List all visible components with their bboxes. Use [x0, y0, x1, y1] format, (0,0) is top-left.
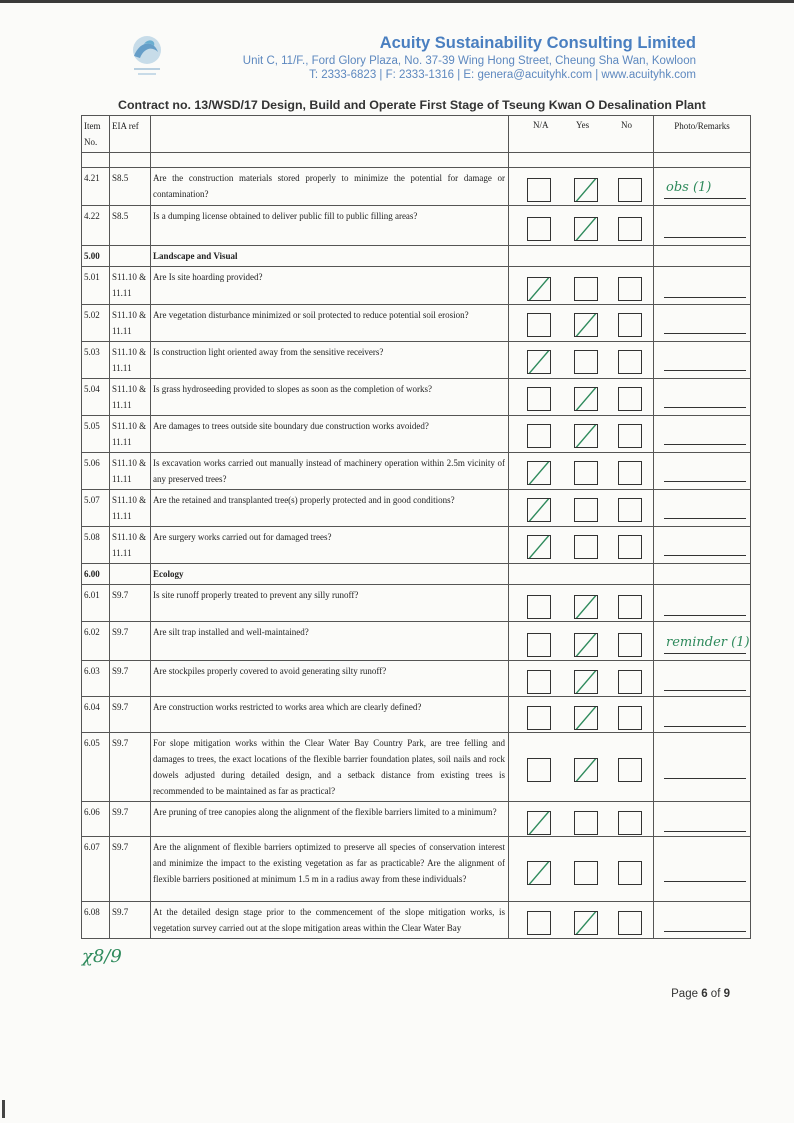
- checkbox-yes[interactable]: [574, 911, 598, 935]
- eia-ref: S9.7: [110, 733, 151, 802]
- section-row: [82, 246, 751, 267]
- checkbox-no[interactable]: [618, 811, 642, 835]
- eia-ref: S11.10 & 11.11: [110, 342, 151, 379]
- col-remarks-header: Photo/Remarks: [654, 116, 751, 153]
- item-number: 6.03: [82, 661, 110, 697]
- section-row: [82, 564, 751, 585]
- company-address: Unit C, 11/F., Ford Glory Plaza, No. 37-39 Wing Hong Street, Cheung Sha Wan, Kowloon: [242, 55, 696, 67]
- checkbox-na[interactable]: [527, 633, 551, 657]
- eia-ref: S11.10 & 11.11: [110, 379, 151, 416]
- table-row: [82, 305, 751, 342]
- item-number: 5.05: [82, 416, 110, 453]
- table-row: [82, 733, 751, 802]
- checkbox-no[interactable]: [618, 424, 642, 448]
- checkbox-na[interactable]: [527, 350, 551, 374]
- checklist-question: Are surgery works carried out for damaged trees?: [151, 527, 509, 564]
- remarks-line[interactable]: [664, 481, 746, 482]
- col-yes-header: Yes: [576, 120, 590, 130]
- checklist-question: Are the alignment of flexible barriers optimized to preserve all species of conservation interest and minimize the impact to the existing vegetation as far as practicable? Are the alignment of flexible barriers positioned at minimum 1.5 m in a radius away from these individuals?: [151, 837, 509, 902]
- col-item-header: Item No.: [82, 116, 110, 153]
- remarks-line[interactable]: [664, 518, 746, 519]
- remarks-line[interactable]: [664, 831, 746, 832]
- checklist-question: Are damages to trees outside site boundary due construction works avoided?: [151, 416, 509, 453]
- checkbox-no[interactable]: [618, 387, 642, 411]
- eia-ref: S11.10 & 11.11: [110, 453, 151, 490]
- eia-ref: S8.5: [110, 206, 151, 246]
- checkbox-na[interactable]: [527, 461, 551, 485]
- col-no-header: No: [621, 120, 632, 130]
- company-contact: T: 2333-6823 | F: 2333-1316 | E: genera@acuityhk.com | www.acuityhk.com: [309, 69, 696, 81]
- eia-ref: S11.10 & 11.11: [110, 305, 151, 342]
- checkbox-no[interactable]: [618, 313, 642, 337]
- item-number: 5.07: [82, 490, 110, 527]
- eia-ref: S9.7: [110, 837, 151, 902]
- checkbox-yes[interactable]: [574, 387, 598, 411]
- table-row: [82, 527, 751, 564]
- remarks-line[interactable]: [664, 690, 746, 691]
- item-number: 6.07: [82, 837, 110, 902]
- table-row: [82, 802, 751, 837]
- checkbox-na[interactable]: [527, 313, 551, 337]
- checkbox-na[interactable]: [527, 178, 551, 202]
- checkbox-yes[interactable]: [574, 706, 598, 730]
- remarks-line[interactable]: [664, 333, 746, 334]
- checkbox-no[interactable]: [618, 498, 642, 522]
- checkbox-yes[interactable]: [574, 461, 598, 485]
- remarks-line[interactable]: [664, 555, 746, 556]
- item-number: 5.03: [82, 342, 110, 379]
- remarks-line[interactable]: [664, 653, 746, 654]
- checkbox-yes[interactable]: [574, 277, 598, 301]
- company-name: Acuity Sustainability Consulting Limited: [379, 34, 696, 52]
- eia-ref: S9.7: [110, 802, 151, 837]
- checkbox-no[interactable]: [618, 861, 642, 885]
- checklist-question: Is excavation works carried out manually instead of machinery operation within 2.5m vicinity of any preserved trees?: [151, 453, 509, 490]
- table-row: [82, 585, 751, 622]
- item-number: 5.06: [82, 453, 110, 490]
- checkbox-yes[interactable]: [574, 217, 598, 241]
- checkbox-na[interactable]: [527, 498, 551, 522]
- checklist-question: Are the construction materials stored properly to minimize the potential for damage or contamination?: [151, 168, 509, 206]
- section-title: Ecology: [151, 564, 509, 585]
- checkbox-na[interactable]: [527, 424, 551, 448]
- checkbox-no[interactable]: [618, 535, 642, 559]
- eia-ref: S9.7: [110, 902, 151, 939]
- checklist-table: [81, 115, 751, 939]
- table-row: [82, 416, 751, 453]
- company-logo-icon: [124, 32, 170, 78]
- checkbox-na[interactable]: [527, 217, 551, 241]
- col-eia-header: EIA ref: [110, 116, 151, 153]
- top-border: [0, 0, 794, 3]
- checklist-question: Is a dumping license obtained to deliver public fill to public filling areas?: [151, 206, 509, 246]
- remarks-line[interactable]: [664, 297, 746, 298]
- checkbox-na[interactable]: [527, 595, 551, 619]
- checklist-question: Are vegetation disturbance minimized or soil protected to reduce potential soil erosion?: [151, 305, 509, 342]
- checkbox-no[interactable]: [618, 350, 642, 374]
- item-number: 5.08: [82, 527, 110, 564]
- eia-ref: S9.7: [110, 661, 151, 697]
- table-row: [82, 837, 751, 902]
- checkbox-yes[interactable]: [574, 350, 598, 374]
- eia-ref: S11.10 & 11.11: [110, 416, 151, 453]
- checkbox-no[interactable]: [618, 706, 642, 730]
- checkbox-yes[interactable]: [574, 861, 598, 885]
- checkbox-no[interactable]: [618, 670, 642, 694]
- eia-ref: S11.10 & 11.11: [110, 267, 151, 305]
- checkbox-yes[interactable]: [574, 498, 598, 522]
- checkbox-na[interactable]: [527, 387, 551, 411]
- checklist-question: Is site runoff properly treated to prevent any silly runoff?: [151, 585, 509, 622]
- eia-ref: S9.7: [110, 622, 151, 661]
- checkbox-yes[interactable]: [574, 178, 598, 202]
- table-row: [82, 267, 751, 305]
- checkbox-yes[interactable]: [574, 424, 598, 448]
- eia-ref: S8.5: [110, 168, 151, 206]
- checkbox-no[interactable]: [618, 633, 642, 657]
- section-title: Landscape and Visual: [151, 246, 509, 267]
- checkbox-no[interactable]: [618, 595, 642, 619]
- checklist-question: Are the retained and transplanted tree(s) properly protected and in good conditions?: [151, 490, 509, 527]
- item-number: 5.04: [82, 379, 110, 416]
- eia-ref: S11.10 & 11.11: [110, 527, 151, 564]
- checkbox-na[interactable]: [527, 811, 551, 835]
- checkbox-no[interactable]: [618, 758, 642, 782]
- checkbox-yes[interactable]: [574, 633, 598, 657]
- table-row: [82, 379, 751, 416]
- checklist-question: Are stockpiles properly covered to avoid generating silty runoff?: [151, 661, 509, 697]
- item-number: 6.02: [82, 622, 110, 661]
- checkbox-yes[interactable]: [574, 758, 598, 782]
- checkbox-na[interactable]: [527, 706, 551, 730]
- item-number: 6.06: [82, 802, 110, 837]
- remarks-line[interactable]: [664, 198, 746, 199]
- table-row: [82, 490, 751, 527]
- handwritten-remark: obs (1): [666, 180, 712, 195]
- item-number: 5.01: [82, 267, 110, 305]
- checkbox-na[interactable]: [527, 758, 551, 782]
- spacer-row: [82, 153, 751, 168]
- remarks-line[interactable]: [664, 444, 746, 445]
- checklist-question: Are construction works restricted to works area which are clearly defined?: [151, 697, 509, 733]
- checkbox-na[interactable]: [527, 670, 551, 694]
- item-number: 4.22: [82, 206, 110, 246]
- checklist-question: Is construction light oriented away from the sensitive receivers?: [151, 342, 509, 379]
- handwritten-initials: χ8/9: [82, 946, 122, 967]
- table-row: [82, 697, 751, 733]
- checkbox-yes[interactable]: [574, 535, 598, 559]
- checkbox-yes[interactable]: [574, 670, 598, 694]
- item-number: 6.05: [82, 733, 110, 802]
- checklist-question: Are Is site hoarding provided?: [151, 267, 509, 305]
- remarks-line[interactable]: [664, 615, 746, 616]
- table-header: [82, 116, 751, 153]
- table-row: [82, 453, 751, 490]
- checkbox-no[interactable]: [618, 178, 642, 202]
- checkbox-yes[interactable]: [574, 595, 598, 619]
- item-number: 6.00: [82, 564, 110, 585]
- item-number: 6.01: [82, 585, 110, 622]
- col-na-header: N/A: [533, 120, 549, 130]
- checklist-question: Is grass hydroseeding provided to slopes as soon as the completion of works?: [151, 379, 509, 416]
- table-row: [82, 622, 751, 661]
- checkbox-na[interactable]: [527, 911, 551, 935]
- checkbox-na[interactable]: [527, 277, 551, 301]
- item-number: 6.08: [82, 902, 110, 939]
- checklist-question: Are pruning of tree canopies along the alignment of the flexible barriers limited to a minimum?: [151, 802, 509, 837]
- checklist-question: Are silt trap installed and well-maintained?: [151, 622, 509, 661]
- eia-ref: [110, 564, 151, 585]
- remarks-line[interactable]: [664, 778, 746, 779]
- table-row: [82, 342, 751, 379]
- contract-title: Contract no. 13/WSD/17 Design, Build and Operate First Stage of Tseung Kwan O Desalination Plant: [118, 98, 706, 112]
- remarks-line[interactable]: [664, 370, 746, 371]
- checkbox-na[interactable]: [527, 861, 551, 885]
- eia-ref: S9.7: [110, 697, 151, 733]
- checkbox-na[interactable]: [527, 535, 551, 559]
- checklist-question: At the detailed design stage prior to the commencement of the slope mitigation works, is vegetation survey carried out at the slope mitigation areas within the Clear Water Bay: [151, 902, 509, 939]
- item-number: 6.04: [82, 697, 110, 733]
- table-row: [82, 661, 751, 697]
- remarks-line[interactable]: [664, 237, 746, 238]
- checkbox-no[interactable]: [618, 461, 642, 485]
- checkbox-no[interactable]: [618, 911, 642, 935]
- checklist-question: For slope mitigation works within the Clear Water Bay Country Park, are tree felling and damages to trees, the exact locations of the flexible barrier foundation plates, soil nails and rock dowels adjusted during detailed design, and a setback distance from existing trees is recommended to be maintained as far as practical?: [151, 733, 509, 802]
- item-number: 5.02: [82, 305, 110, 342]
- table-row: [82, 206, 751, 246]
- checkbox-yes[interactable]: [574, 313, 598, 337]
- remarks-line[interactable]: [664, 407, 746, 408]
- remarks-line[interactable]: [664, 931, 746, 932]
- remarks-line[interactable]: [664, 881, 746, 882]
- checkbox-no[interactable]: [618, 217, 642, 241]
- checkbox-no[interactable]: [618, 277, 642, 301]
- eia-ref: S11.10 & 11.11: [110, 490, 151, 527]
- remarks-line[interactable]: [664, 726, 746, 727]
- table-row: [82, 902, 751, 939]
- item-number: 4.21: [82, 168, 110, 206]
- eia-ref: S9.7: [110, 585, 151, 622]
- item-number: 5.00: [82, 246, 110, 267]
- page-number: Page 6 of 9: [671, 988, 730, 1000]
- eia-ref: [110, 246, 151, 267]
- margin-mark: [2, 1100, 5, 1118]
- handwritten-remark: reminder (1): [666, 635, 750, 650]
- table-row: [82, 168, 751, 206]
- checkbox-yes[interactable]: [574, 811, 598, 835]
